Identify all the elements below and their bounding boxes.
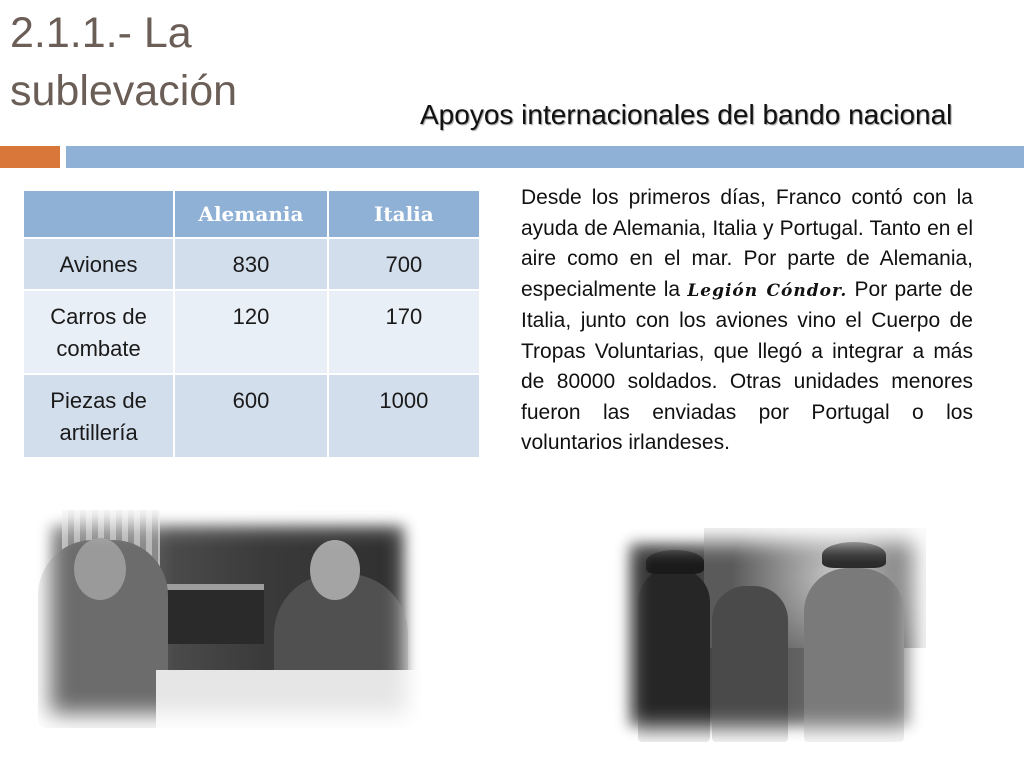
header-italia: Italia	[328, 191, 479, 238]
cell-alemania: 120	[174, 290, 328, 374]
legion-condor-text: Legión Cóndor.	[687, 280, 848, 301]
cell-italia: 1000	[328, 374, 479, 457]
header-empty	[24, 191, 174, 238]
officers-handshake-photo	[614, 528, 926, 742]
table-row	[24, 290, 479, 374]
photo-vignette	[36, 510, 420, 728]
body-paragraph	[521, 183, 973, 459]
photo-vignette	[614, 528, 926, 742]
cell-alemania: 600	[174, 374, 328, 457]
body-text-end: Por parte de Italia, junto con los aviones vino el Cuerpo de Tropas Voluntarias, que llegó a integrar a más de 80000 soldados. Otras unidades menores fueron las enviadas por Portugal o los voluntarios irlandeses.	[521, 277, 974, 454]
table-row	[24, 374, 479, 457]
row-label: Piezas de artillería	[24, 374, 174, 457]
accent-bar-orange	[0, 146, 60, 168]
franco-hitler-photo	[36, 510, 420, 728]
cell-italia: 170	[328, 290, 479, 374]
body-text-start: Desde los primeros días, Franco contó con la ayuda de Alemania, Italia y Portugal. Tanto en el aire como en el mar. Por parte de Alemania, especialmente la	[521, 186, 973, 301]
support-table	[24, 191, 479, 457]
cell-alemania: 830	[174, 238, 328, 290]
slide-subtitle: Apoyos internacionales del bando nacional	[420, 99, 953, 130]
slide-title: 2.1.1.- La sublevación	[10, 9, 238, 115]
cell-italia: 700	[328, 238, 479, 290]
table-row	[24, 238, 479, 290]
row-label: Aviones	[24, 238, 174, 290]
row-label: Carros de combate	[24, 290, 174, 374]
header-alemania: Alemania	[174, 191, 328, 238]
accent-bar-blue	[66, 146, 1024, 168]
table-header-row	[24, 191, 479, 238]
